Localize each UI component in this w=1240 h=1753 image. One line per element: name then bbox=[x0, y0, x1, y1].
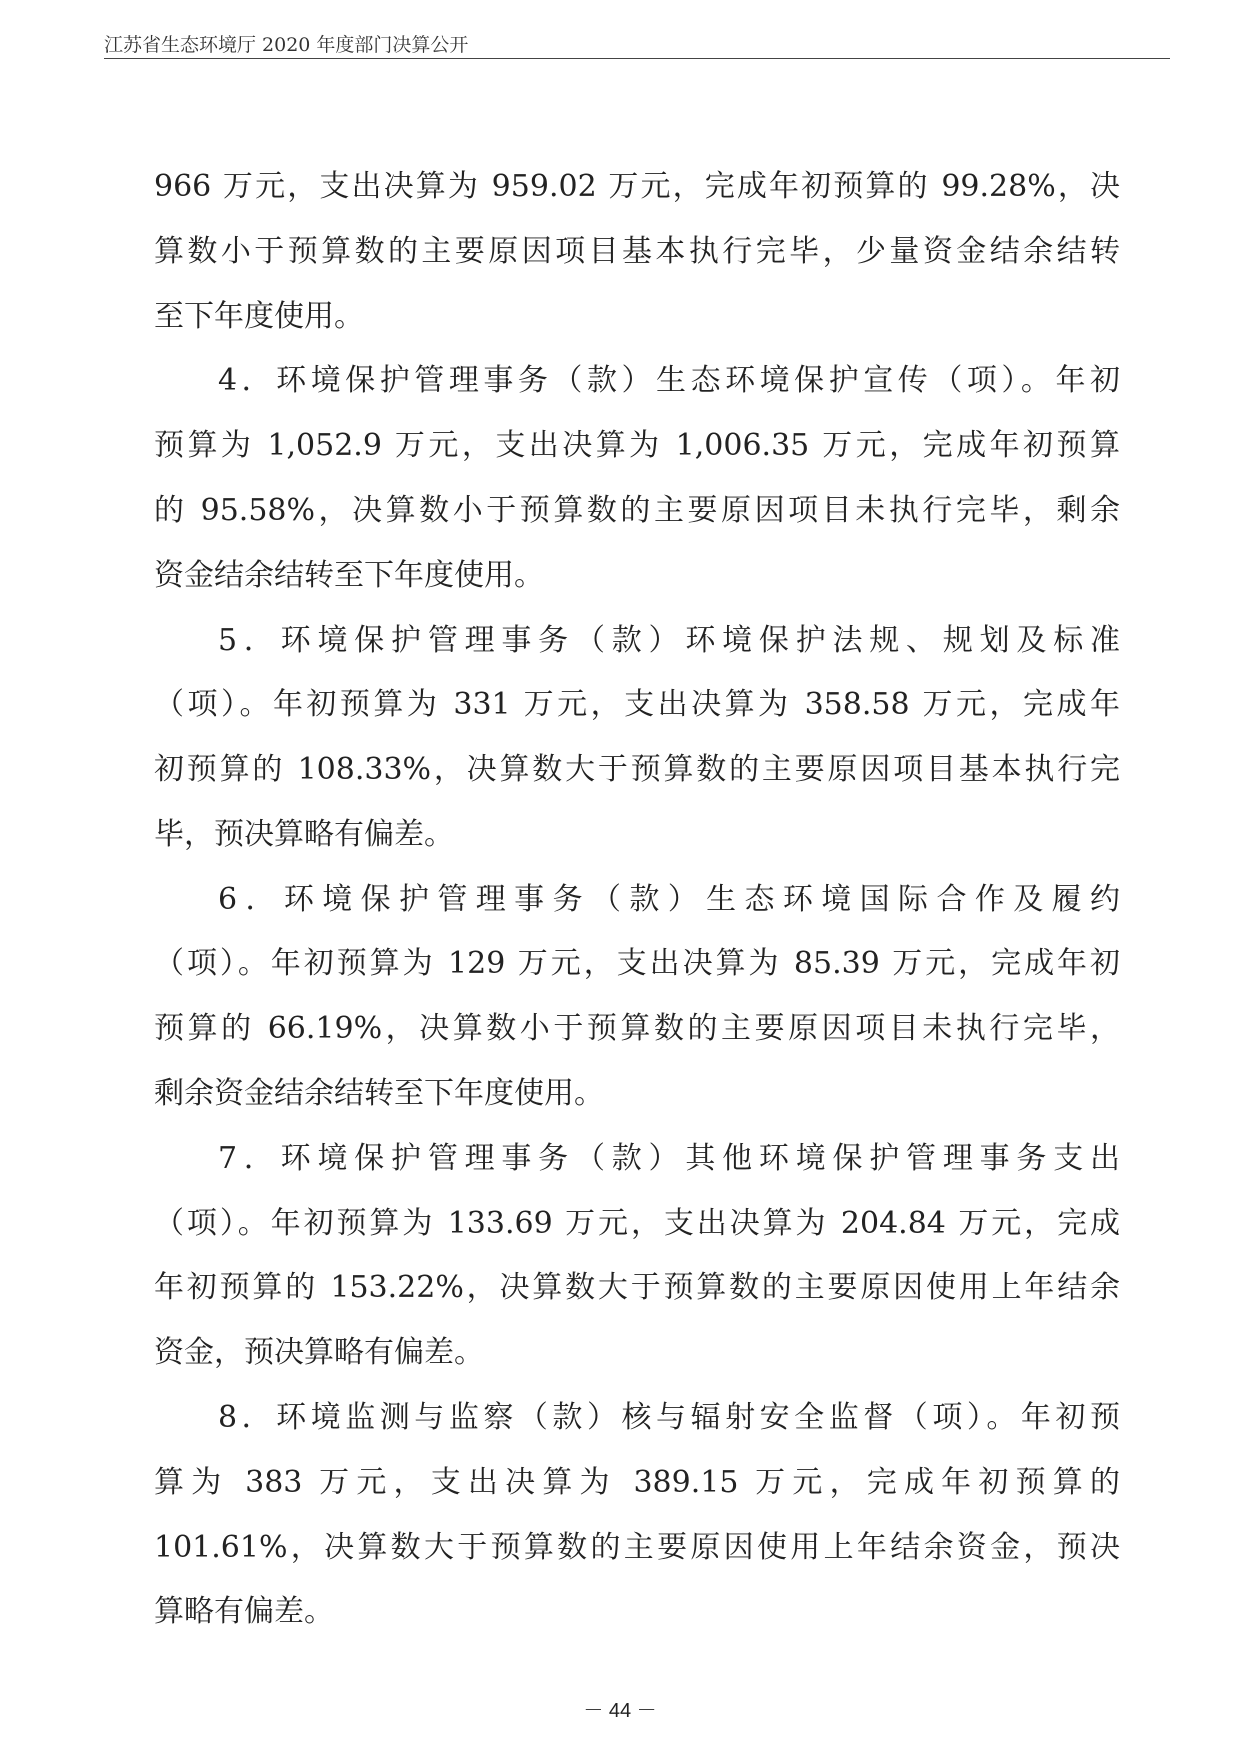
paragraph-line: 966 万元，支出决算为 959.02 万元，完成年初预算的 99.28%，决 bbox=[154, 169, 1120, 204]
paragraph-line: 初预算的 108.33%，决算数大于预算数的主要原因项目基本执行完 bbox=[154, 752, 1120, 787]
paragraph-line: 算数小于预算数的主要原因项目基本执行完毕，少量资金结余结转 bbox=[154, 234, 1120, 269]
paragraph-line: 8．环境监测与监察（款）核与辐射安全监督（项）。年初预 bbox=[218, 1400, 1120, 1435]
paragraph-line: 7．环境保护管理事务（款）其他环境保护管理事务支出 bbox=[218, 1141, 1120, 1176]
paragraph-line: 预算为 1,052.9 万元，支出决算为 1,006.35 万元，完成年初预算 bbox=[154, 428, 1120, 463]
paragraph-line: 毕，预决算略有偏差。 bbox=[154, 817, 454, 852]
paragraph-line: 剩余资金结余结转至下年度使用。 bbox=[154, 1076, 604, 1111]
paragraph-line: 算为 383 万元，支出决算为 389.15 万元，完成年初预算的 bbox=[154, 1465, 1120, 1500]
paragraph-line: （项）。年初预算为 133.69 万元，支出决算为 204.84 万元，完成 bbox=[154, 1206, 1120, 1241]
paragraph-line: 预算的 66.19%，决算数小于预算数的主要原因项目未执行完毕， bbox=[154, 1011, 1120, 1046]
header-rule bbox=[104, 58, 1170, 59]
paragraph-line: 6．环境保护管理事务（款）生态环境国际合作及履约 bbox=[218, 882, 1120, 917]
running-header: 江苏省生态环境厅 2020 年度部门决算公开 bbox=[104, 34, 469, 56]
paragraph-line: 至下年度使用。 bbox=[154, 299, 364, 334]
paragraph-line: （项）。年初预算为 129 万元，支出决算为 85.39 万元，完成年初 bbox=[154, 946, 1120, 981]
paragraph-line: 5．环境保护管理事务（款）环境保护法规、规划及标准 bbox=[218, 623, 1120, 658]
paragraph-line: 的 95.58%，决算数小于预算数的主要原因项目未执行完毕，剩余 bbox=[154, 493, 1120, 528]
paragraph-line: 资金，预决算略有偏差。 bbox=[154, 1335, 484, 1370]
paragraph-line: 资金结余结转至下年度使用。 bbox=[154, 558, 544, 593]
paragraph-line: 算略有偏差。 bbox=[154, 1594, 334, 1629]
paragraph-line: （项）。年初预算为 331 万元，支出决算为 358.58 万元，完成年 bbox=[154, 687, 1120, 722]
paragraph-line: 101.61%，决算数大于预算数的主要原因使用上年结余资金，预决 bbox=[154, 1530, 1120, 1565]
paragraph-line: 4．环境保护管理事务（款）生态环境保护宣传（项）。年初 bbox=[218, 363, 1120, 398]
paragraph-line: 年初预算的 153.22%，决算数大于预算数的主要原因使用上年结余 bbox=[154, 1270, 1120, 1305]
page-number: － 44 － bbox=[583, 1700, 657, 1722]
